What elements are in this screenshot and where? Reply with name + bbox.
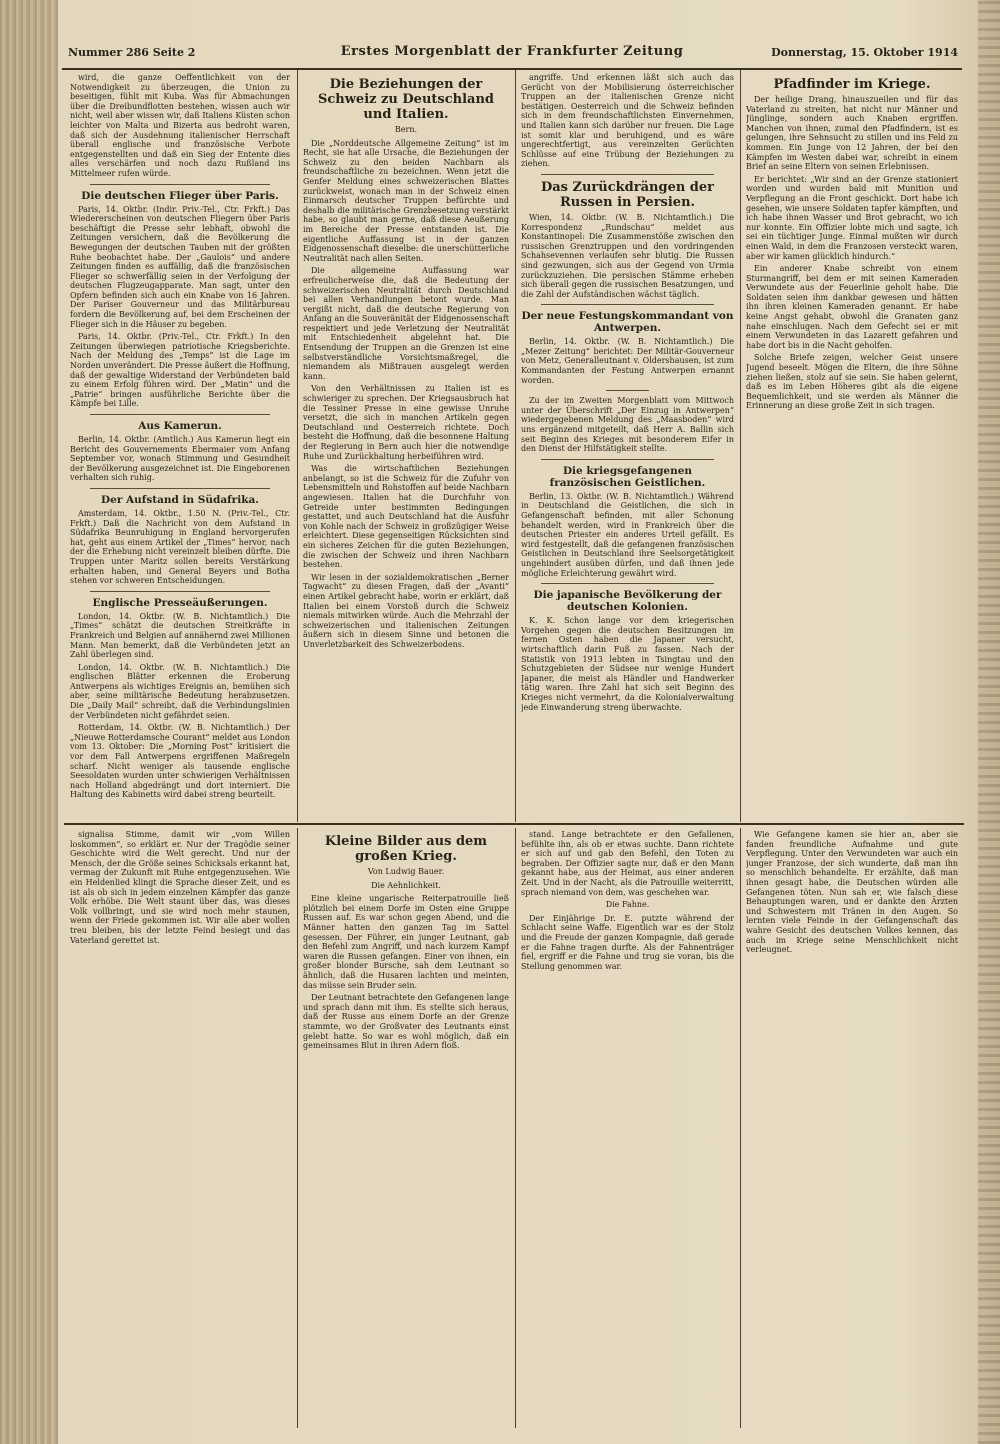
article-text: Berlin, 14. Oktbr. (W. B. Nichtamtlich.) Die „Mezer Zeitung“ berichtet: Der Militär-Gouverneur von Metz, Generalleutnant v. Oldershausen, ist zum Kommandanten der Festung Antwerpen ernannt worden. bbox=[521, 337, 734, 385]
column-4 bbox=[746, 73, 958, 819]
separator bbox=[541, 304, 714, 305]
headline: Pfadfinder im Kriege. bbox=[773, 77, 931, 92]
article-text: Berlin, 13. Oktbr. (W. B. Nichtamtlich.) Während in Deutschland die Geistlichen, die sich in Gefangenschaft befinden, mit aller Schonung behandelt werden, wird in Frankreich über die deutschen Priester ein anderes Urteil gefällt. Es wird festgestellt, daß die gefangenen französischen Geistlichen in Deutschland ihre Seelsorgetätigkeit ungehindert ausüben dürfen, und daß ihnen jede mögliche Erleichterung gewährt wird. bbox=[521, 491, 734, 578]
article-text: Paris, 14. Oktbr. (Indir. Priv.-Tel., Ctr. Frkft.) Das Wiedererscheinen von deutschen Fliegern über Paris beschäftigt die Presse sehr lebhaft, obwohl die Zeitungen versichern, daß die Bevölkerung die Bewegungen der deutschen Tauben mit der größten Ruhe beobachtet habe. Der „Gaulois“ und andere Zeitungen finden es auffällig, daß die französischen Flieger so schwerfällig seien in der Verfolgung der deutschen Flugzeugapparate. Man sagt, unter den Opfern befinden sich auch ein Knabe von 16 Jahren. Der Pariser Gouverneur und das Militärbureau fordern die Bevölkerung auf, bei dem Erscheinen der Flieger sich in die Häuser zu begeben. bbox=[70, 204, 290, 329]
article-text: Der Leutnant betrachtete den Gefangenen lange und sprach dann mit ihm. Es stellte sich heraus, daß der Russe aus einem Dorfe an der Grenze stammte, wo der Großvater des Leutnants einst gelebt hatte. So war es wohl möglich, daß ein gemeinsames Blut in ihren Adern floß. bbox=[303, 993, 509, 1051]
article-text: London, 14. Oktbr. (W. B. Nichtamtlich.) Die „Times“ schätzt die deutschen Streitkräfte in Frankreich und Belgien auf annähernd zwei Millionen Mann. Man bemerkt, daß die Verbündeten jetzt an Zahl überlegen sind. bbox=[70, 611, 290, 660]
column-rule bbox=[297, 70, 298, 822]
headline: Der Aufstand in Südafrika. bbox=[101, 493, 259, 506]
article-text: London, 14. Oktbr. (W. B. Nichtamtlich.) Die englischen Blätter erkennen die Eroberung Antwerpens als wichtiges Ereignis an, bemühen sich aber, seine militärische Bedeutung herabzusetzen. Die „Daily Mail“ schreibt, daß die Verbindungslinien der Verbündeten nicht gefährdet seien. bbox=[70, 662, 290, 720]
column-rule bbox=[515, 828, 516, 1428]
column-rule bbox=[740, 828, 741, 1428]
headline: Das Zurückdrängen der Russen in Persien. bbox=[540, 179, 715, 210]
feuilleton-subtitle: Die Aehnlichkeit. bbox=[371, 880, 441, 890]
column-rule bbox=[515, 70, 516, 822]
article-text: Solche Briefe zeigen, welcher Geist unsere Jugend beseelt. Mögen die Eltern, die ihre Söhne ziehen ließen, stolz auf sie sein. Sie haben gelernt, daß es im Leben Höheres gibt als die eigene Bequemlichkeit, und sie werden als Männer die Erinnerung an diese große Zeit in sich tragen. bbox=[746, 353, 958, 411]
article-text: Der heilige Drang, hinauszueilen und für das Vaterland zu streiten, hat nicht nur Männer und Jünglinge, sondern auch Knaben ergriffen. Manchen von ihnen, zumal den Pfadfindern, ist es gelungen, ihre Sehnsucht zu stillen und ins Feld zu kommen. Ein Junge von 12 Jahren, der bei den Kämpfen im Westen dabei war, schreibt in einem Brief an seine Eltern von seinen Erlebnissen. bbox=[746, 95, 958, 172]
article-text: wird, die ganze Oeffentlichkeit von der Notwendigkeit zu überzeugen, die Union zu beseitigen, fühlt mit Kuba. Was für Abmachungen über die Dreibundflotten bestehen, wissen auch wir nicht, weil aber wissen wir, daß Italiens Küsten schon leichter von Malta und Bizerta aus bedroht waren, daß sich der Ausdehnung italienischer Herrschaft überall englische und französische Verbote entgegenstellten und daß ein Sieg der Entente dies alles verschärfen und noch dazu Rußland ins Mittelmeer rufen würde. bbox=[70, 73, 290, 178]
separator bbox=[606, 390, 649, 391]
article-text: Rotterdam, 14. Oktbr. (W. B. Nichtamtlich.) Der „Nieuwe Rotterdamsche Courant“ meldet aus London vom 13. Oktober: Die „Morning Post“ kritisiert die vor dem Fall Antwerpens ergriffenen Maßregeln scharf. Nicht weniger als tausende englische Seesoldaten wurden unter schwierigen Verhältnissen nach Holland abgedrängt und dort interniert. Die Haltung des Kabinetts wird dabei streng beurteilt. bbox=[70, 723, 290, 800]
separator bbox=[90, 591, 270, 592]
separator bbox=[541, 459, 714, 460]
article-text: stand. Lange betrachtete er den Gefallenen, befühlte ihn, als ob er etwas suchte. Dann richtete er sich auf und gab den Befehl, den Toten zu begraben. Der Offizier sagte nur, daß er den Mann gekannt habe, aus der Heimat, aus einer anderen Zeit. Und in der Nacht, als die Patrouille weiterritt, sprach niemand von dem, was geschehen war. bbox=[521, 830, 734, 897]
page-binding-edge bbox=[0, 0, 58, 1444]
feuilleton-divider bbox=[64, 823, 964, 825]
article-text: angriffe. Und erkennen läßt sich auch das Gerücht von der Mobilisierung österreichischer Truppen an der italienischen Grenze nicht bestätigen. Oesterreich und die Schweiz befinden sich in dem freundschaftlichsten Einvernehmen, und Italien kann sich darüber nur freuen. Die Lage ist somit klar und beruhigend, und es wäre ungerechtfertigt, aus vereinzelten Gerüchten Schlüsse auf eine Trübung der Beziehungen zu ziehen. bbox=[521, 73, 734, 169]
headline: Die japanische Bevölkerung der deutschen Kolonien. bbox=[533, 589, 722, 614]
issue-date: Donnerstag, 15. Oktober 1914 bbox=[771, 46, 958, 59]
masthead bbox=[62, 34, 962, 70]
article-text: signalisa Stimme, damit wir „vom Willen loskommen“, so erklärt er. Nur der Tragödie seiner Geschichte wird die Welt gerecht. Und nur der Mensch, der die Größe seines Schicksals erkannt hat, vermag der Zukunft mit Ruhe entgegenzusehen. Wie ein Heldenlied klingt die Sprache dieser Zeit, und es ist als ob sich in jedem einzelnen Kämpfer das ganze Volk erhöbe. Die Welt staunt über das, was dieses Volk vollbringt, und sie wird noch mehr staunen, wenn der Friede gekommen ist. Wir alle aber wollen treu bleiben, bis der letzte Feind besiegt und das Vaterland gerettet ist. bbox=[70, 830, 290, 945]
headline: Der neue Festungskommandant von Antwerpen. bbox=[521, 310, 734, 335]
article-text: Wir lesen in der sozialdemokratischen „Berner Tagwacht“ zu diesen Fragen, daß der „Avanti“ einen Artikel gebracht habe, worin er erklärt, daß Italien bei einem Vorstoß durch die Schweiz niemals mitwirken würde. Auch die Mehrzahl der schweizerischen und italienischen Zeitungen äußern sich in diesem Sinne und betonen die Unverletzbarkeit des Schweizerbodens. bbox=[303, 572, 509, 649]
separator bbox=[90, 184, 270, 185]
article-text: Eine kleine ungarische Reiterpatrouille ließ plötzlich bei einem Dorfe im Osten eine Gruppe Russen auf. Es war schon gegen Abend, und die Männer hatten den ganzen Tag im Sattel gesessen. Der Führer, ein junger Leutnant, gab den Befehl zum Angriff, und nach kurzem Kampf waren die Russen gefangen. Einer von ihnen, ein großer blonder Bursche, sah dem Leutnant so ähnlich, daß die Husaren lachten und meinten, das müsse sein Bruder sein. bbox=[303, 894, 509, 990]
article-text: Der Einjährige Dr. E. putzte während der Schlacht seine Waffe. Eigentlich war es der Stolz und die Freude der ganzen Kompagnie, daß gerade er die Fahne tragen durfte. Als der Fahnenträger fiel, ergriff er die Fahne und trug sie voran, bis die Stellung genommen war. bbox=[521, 913, 734, 971]
article-text: Amsterdam, 14. Oktbr., 1.50 N. (Priv.-Tel., Ctr. Frkft.) Daß die Nachricht von dem Aufstand in Südafrika Beunruhigung in England hervorgerufen hat, geht aus einem Artikel der „Times“ hervor, nach der die Erhebung nicht vereinzelt bleiben dürfte. Die Truppen unter Maritz sollen bereits Verstärkung erhalten haben, und General Beyers und Botha stehen vor schweren Entscheidungen. bbox=[70, 508, 290, 586]
separator bbox=[541, 174, 714, 175]
article-text: Berlin, 14. Oktbr. (Amtlich.) Aus Kamerun liegt ein Bericht des Gouvernements Ebermaier vom Anfang September vor, wonach Stimmung und Gesundheit der Bevölkerung ausgezeichnet ist. Die Eingeborenen verhalten sich ruhig. bbox=[70, 435, 290, 483]
feuilleton-column-1 bbox=[70, 830, 290, 1430]
article-text: Zu der im Zweiten Morgenblatt vom Mittwoch unter der Überschrift „Der Einzug in Antwerpen“ wiedergegebenen Meldung des „Maasboden“ wird uns ergänzend mitgeteilt, daß Herr A. Ballin sich seit Beginn des Krieges mit besonderem Eifer in den Dienst der Hilfstätigkeit stellte. bbox=[521, 396, 734, 454]
feuilleton-column-2 bbox=[303, 830, 509, 1430]
article-text: Paris, 14. Oktbr. (Priv.-Tel., Ctr. Frkft.) In den Zeitungen überwiegen patriotische Kriegsberichte. Nach der Meldung des „Temps“ ist die Lage im Norden unverändert. Die Presse äußert die Hoffnung, daß der gewaltige Widerstand der Verbündeten bald zu einem Erfolg führen wird. Der „Matin“ und die „Patrie“ bringen ausführliche Berichte über die Kämpfe bei Lille. bbox=[70, 332, 290, 409]
dateline: Bern. bbox=[394, 125, 418, 134]
feuilleton-title: Kleine Bilder aus dem großen Krieg. bbox=[324, 834, 488, 864]
column-3 bbox=[521, 73, 734, 819]
column-1 bbox=[70, 73, 290, 819]
headline: Die kriegsgefangenen französischen Geistlichen. bbox=[549, 464, 706, 489]
feuilleton-column-4 bbox=[746, 830, 958, 1430]
separator bbox=[541, 583, 714, 584]
column-rule bbox=[740, 70, 741, 822]
feuilleton-subtitle: Die Fahne. bbox=[605, 900, 650, 910]
headline: Die Beziehungen der Schweiz zu Deutschland und Italien. bbox=[317, 77, 494, 122]
headline: Die deutschen Flieger über Paris. bbox=[81, 189, 279, 202]
adjacent-page-edge bbox=[978, 0, 1000, 1444]
article-text: Die allgemeine Auffassung war erfreulicherweise die, daß die Bedeutung der schweizerischen Neutralität durch Deutschland bei allen Verhandlungen betont wurde. Man vergißt nicht, daß die deutsche Regierung von Anfang an die Souveränität der Eidgenossenschaft respektiert und jede Verletzung der Neutralität mit Entschiedenheit abgelehnt hat. Die Entsendung der Truppen an die Grenzen ist eine selbstverständliche Vorsichtsmaßregel, die niemandem als Mißtrauen ausgelegt werden kann. bbox=[303, 266, 509, 381]
article-text: Wie Gefangene kamen sie hier an, aber sie fanden freundliche Aufnahme und gute Verpflegung. Unter den Verwundeten war auch ein junger Franzose, der sich wunderte, daß man ihn so menschlich behandelte. Er erzählte, daß man ihnen gesagt habe, die Deutschen würden alle Gefangenen töten. Nun sah er, wie falsch diese Behauptungen waren, und er dankte den Ärzten und Schwestern mit Tränen in den Augen. So lernten viele Feinde in der Gefangenschaft das wahre Gesicht des deutschen Volkes kennen, das auch im Kriege seine Menschlichkeit nicht verleugnet. bbox=[746, 830, 958, 955]
separator bbox=[90, 488, 270, 489]
article-text: Wien, 14. Oktbr. (W. B. Nichtamtlich.) Die Korrespondenz „Rundschau“ meldet aus Konstantinopel: Die Zusammenstöße zwischen den russischen Grenztruppen und den vordringenden Schahsevennen verlaufen sehr blutig. Die Russen sind gezwungen, sich aus der Gegend von Urmia zurückzuziehen. Die persischen Stämme erheben sich überall gegen die russischen Besatzungen, und die Zahl der Aufständischen wächst täglich. bbox=[521, 212, 734, 299]
article-text: Von den Verhältnissen zu Italien ist es schwieriger zu sprechen. Der Kriegsausbruch hat die Tessiner Presse in eine gewisse Unruhe versetzt, die sich in manchen Artikeln gegen Deutschland und Oesterreich richtete. Doch besteht die Hoffnung, daß die besonnene Haltung der Regierung in Bern auch hier die notwendige Ruhe und Zurückhaltung herbeiführen wird. bbox=[303, 384, 509, 461]
paper-title: Erstes Morgenblatt der Frankfurter Zeitung bbox=[340, 44, 684, 59]
article-text: Die „Norddeutsche Allgemeine Zeitung“ ist im Recht, sie hat alle Ursache, die Beziehungen der Schweiz zu den beiden Nachbarn als freundschaftliche zu bezeichnen. Wenn jetzt die Genfer Meldung eines schweizerischen Blattes zurückweist, wonach man in der Schweiz einen Einmarsch deutscher Truppen befürchte und deshalb die militärische Grenzbesetzung verstärkt habe, so glaubt man gerne, daß diese Aeußerung im Bereiche der Presse entstanden ist. Die eigentliche Auffassung ist in der ganzen Eidgenossenschaft dieselbe: die unerschütterliche Neutralität nach allen Seiten. bbox=[303, 138, 509, 263]
article-text: K. K. Schon lange vor dem kriegerischen Vorgehen gegen die deutschen Besitzungen im fernen Osten haben die Japaner versucht, wirtschaftlich darin Fuß zu fassen. Nach der Statistik von 1913 lebten in Tsingtau und den Schutzgebieten der Südsee nur wenige Hundert Japaner, die meist als Händler und Handwerker tätig waren. Ihre Zahl hat sich seit Beginn des Krieges nicht vermehrt, da die Kolonialverwaltung jede Einwanderung streng überwachte. bbox=[521, 616, 734, 712]
headline: Englische Presseäußerungen. bbox=[92, 596, 268, 609]
feuilleton-author: Von Ludwig Bauer. bbox=[367, 867, 445, 876]
article-text: Er berichtet: „Wir sind an der Grenze stationiert worden und wurden bald mit Munition und Verpflegung an die Front geschickt. Dort habe ich gesehen, wie unsere Soldaten tapfer kämpften, und ich habe ihnen Wasser und Brot gebracht, wo ich nur konnte. Ein Offizier lobte mich und sagte, ich sei ein tüchtiger Junge. Einmal mußten wir durch einen Wald, in dem die Franzosen versteckt waren, aber wir kamen glücklich hindurch.“ bbox=[746, 174, 958, 261]
article-text: Ein anderer Knabe schreibt von einem Sturmangriff, bei dem er mit seinen Kameraden Verwundete aus der Feuerlinie geholt habe. Die Soldaten seien ihm dankbar gewesen und hätten ihn ihren kleinen Kameraden genannt. Er habe keine Angst gehabt, obwohl die Granaten ganz nahe einschlugen. Nach dem Gefecht sei er mit einem Verwundeten in das Lazarett gefahren und habe dort bis in die Nacht geholfen. bbox=[746, 264, 958, 350]
column-2 bbox=[303, 73, 509, 819]
issue-number: Nummer 286 Seite 2 bbox=[68, 46, 196, 59]
headline: Aus Kamerun. bbox=[138, 420, 222, 432]
feuilleton-column-3 bbox=[521, 830, 734, 1430]
column-rule bbox=[297, 828, 298, 1428]
article-text: Was die wirtschaftlichen Beziehungen anbelangt, so ist die Schweiz für die Zufuhr von Lebensmitteln und Rohstoffen auf beide Nachbarn angewiesen. Italien hat die Durchfuhr von Getreide unter bestimmten Bedingungen gestattet, und auch Deutschland hat die Ausfuhr von Kohle nach der Schweiz in großzügiger Weise erleichtert. Diese gegenseitigen Rücksichten sind ein sicheres Zeichen für die guten Beziehungen, die zwischen der Schweiz und ihren Nachbarn bestehen. bbox=[303, 464, 509, 570]
separator bbox=[90, 414, 270, 415]
